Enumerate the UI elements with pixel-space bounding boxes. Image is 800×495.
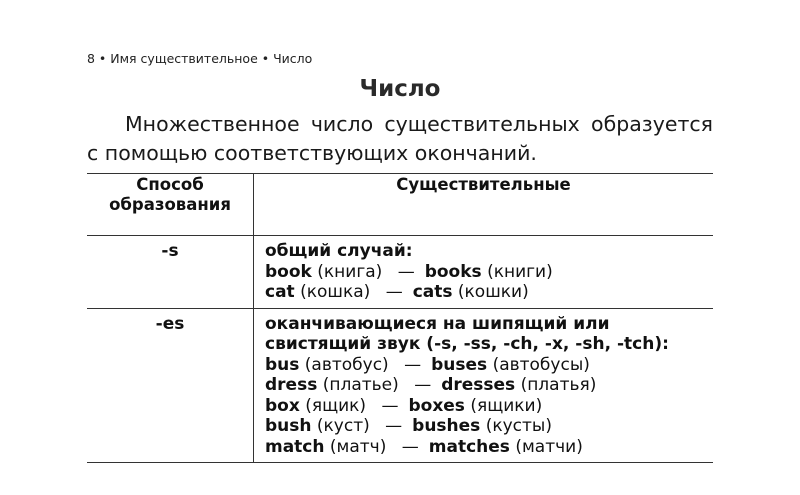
method-cell: -es: [87, 308, 254, 463]
singular-word: dress: [265, 375, 318, 395]
example-line: [265, 416, 707, 437]
singular-translation: (матч): [329, 436, 387, 457]
dash: —: [414, 375, 432, 395]
plural-word: matches: [428, 436, 510, 457]
singular-word: box: [265, 395, 300, 416]
dash: —: [385, 416, 403, 436]
plural-word: boxes: [408, 395, 465, 416]
nouns-cell: [254, 308, 714, 463]
plural-formation-table: [87, 173, 713, 463]
plural-translation: (матчи): [515, 436, 583, 457]
dash: —: [385, 282, 403, 302]
running-header: 8 • Имя существительное • Число: [87, 51, 313, 66]
dash: —: [397, 261, 415, 282]
table-header-row: [87, 174, 713, 236]
plural-translation: (кошки): [457, 282, 529, 302]
singular-word: match: [265, 436, 325, 457]
example-line: [265, 396, 707, 417]
method-cell: -s: [87, 236, 254, 309]
column-header-method: Способ образования: [87, 174, 254, 236]
plural-translation: (автобусы): [492, 354, 590, 375]
singular-translation: (кошка): [300, 282, 371, 302]
singular-translation: (куст): [316, 416, 370, 436]
column-header-nouns: Существительные: [254, 174, 714, 236]
section-title: Число: [359, 76, 441, 102]
plural-translation: (платья): [520, 375, 597, 395]
dash: —: [381, 395, 399, 416]
example-line: [265, 437, 707, 458]
singular-word: bus: [265, 354, 300, 375]
dash: —: [401, 436, 419, 457]
nouns-cell: [254, 236, 714, 309]
plural-word: dresses: [441, 375, 516, 395]
plural-translation: (книги): [487, 261, 553, 282]
example-line: [265, 282, 707, 303]
singular-translation: (платье): [322, 375, 399, 395]
plural-word: cats: [412, 282, 453, 302]
singular-word: book: [265, 261, 312, 282]
rule-text: оканчивающиеся на шипящий или свистящий звук (-s, -ss, -ch, -x, -sh, -tch):: [265, 313, 669, 354]
intro-paragraph: [87, 110, 713, 168]
rule-text: общий случай:: [265, 241, 413, 261]
plural-translation: (кусты): [485, 416, 552, 436]
plural-translation: (ящики): [470, 395, 543, 416]
example-line: [265, 262, 707, 283]
dash: —: [404, 354, 422, 375]
plural-word: books: [424, 261, 482, 282]
example-line: [265, 355, 707, 376]
singular-translation: (автобус): [304, 354, 389, 375]
table-row: [87, 236, 713, 309]
plural-word: bushes: [412, 416, 481, 436]
singular-word: bush: [265, 416, 312, 436]
intro-text: Множественное число существительных образуется с помощью соответствующих окончаний.: [87, 112, 713, 165]
table-row: [87, 308, 713, 463]
example-line: [265, 375, 707, 396]
plural-word: buses: [431, 354, 488, 375]
singular-translation: (книга): [317, 261, 383, 282]
singular-translation: (ящик): [305, 395, 367, 416]
singular-word: cat: [265, 282, 295, 302]
